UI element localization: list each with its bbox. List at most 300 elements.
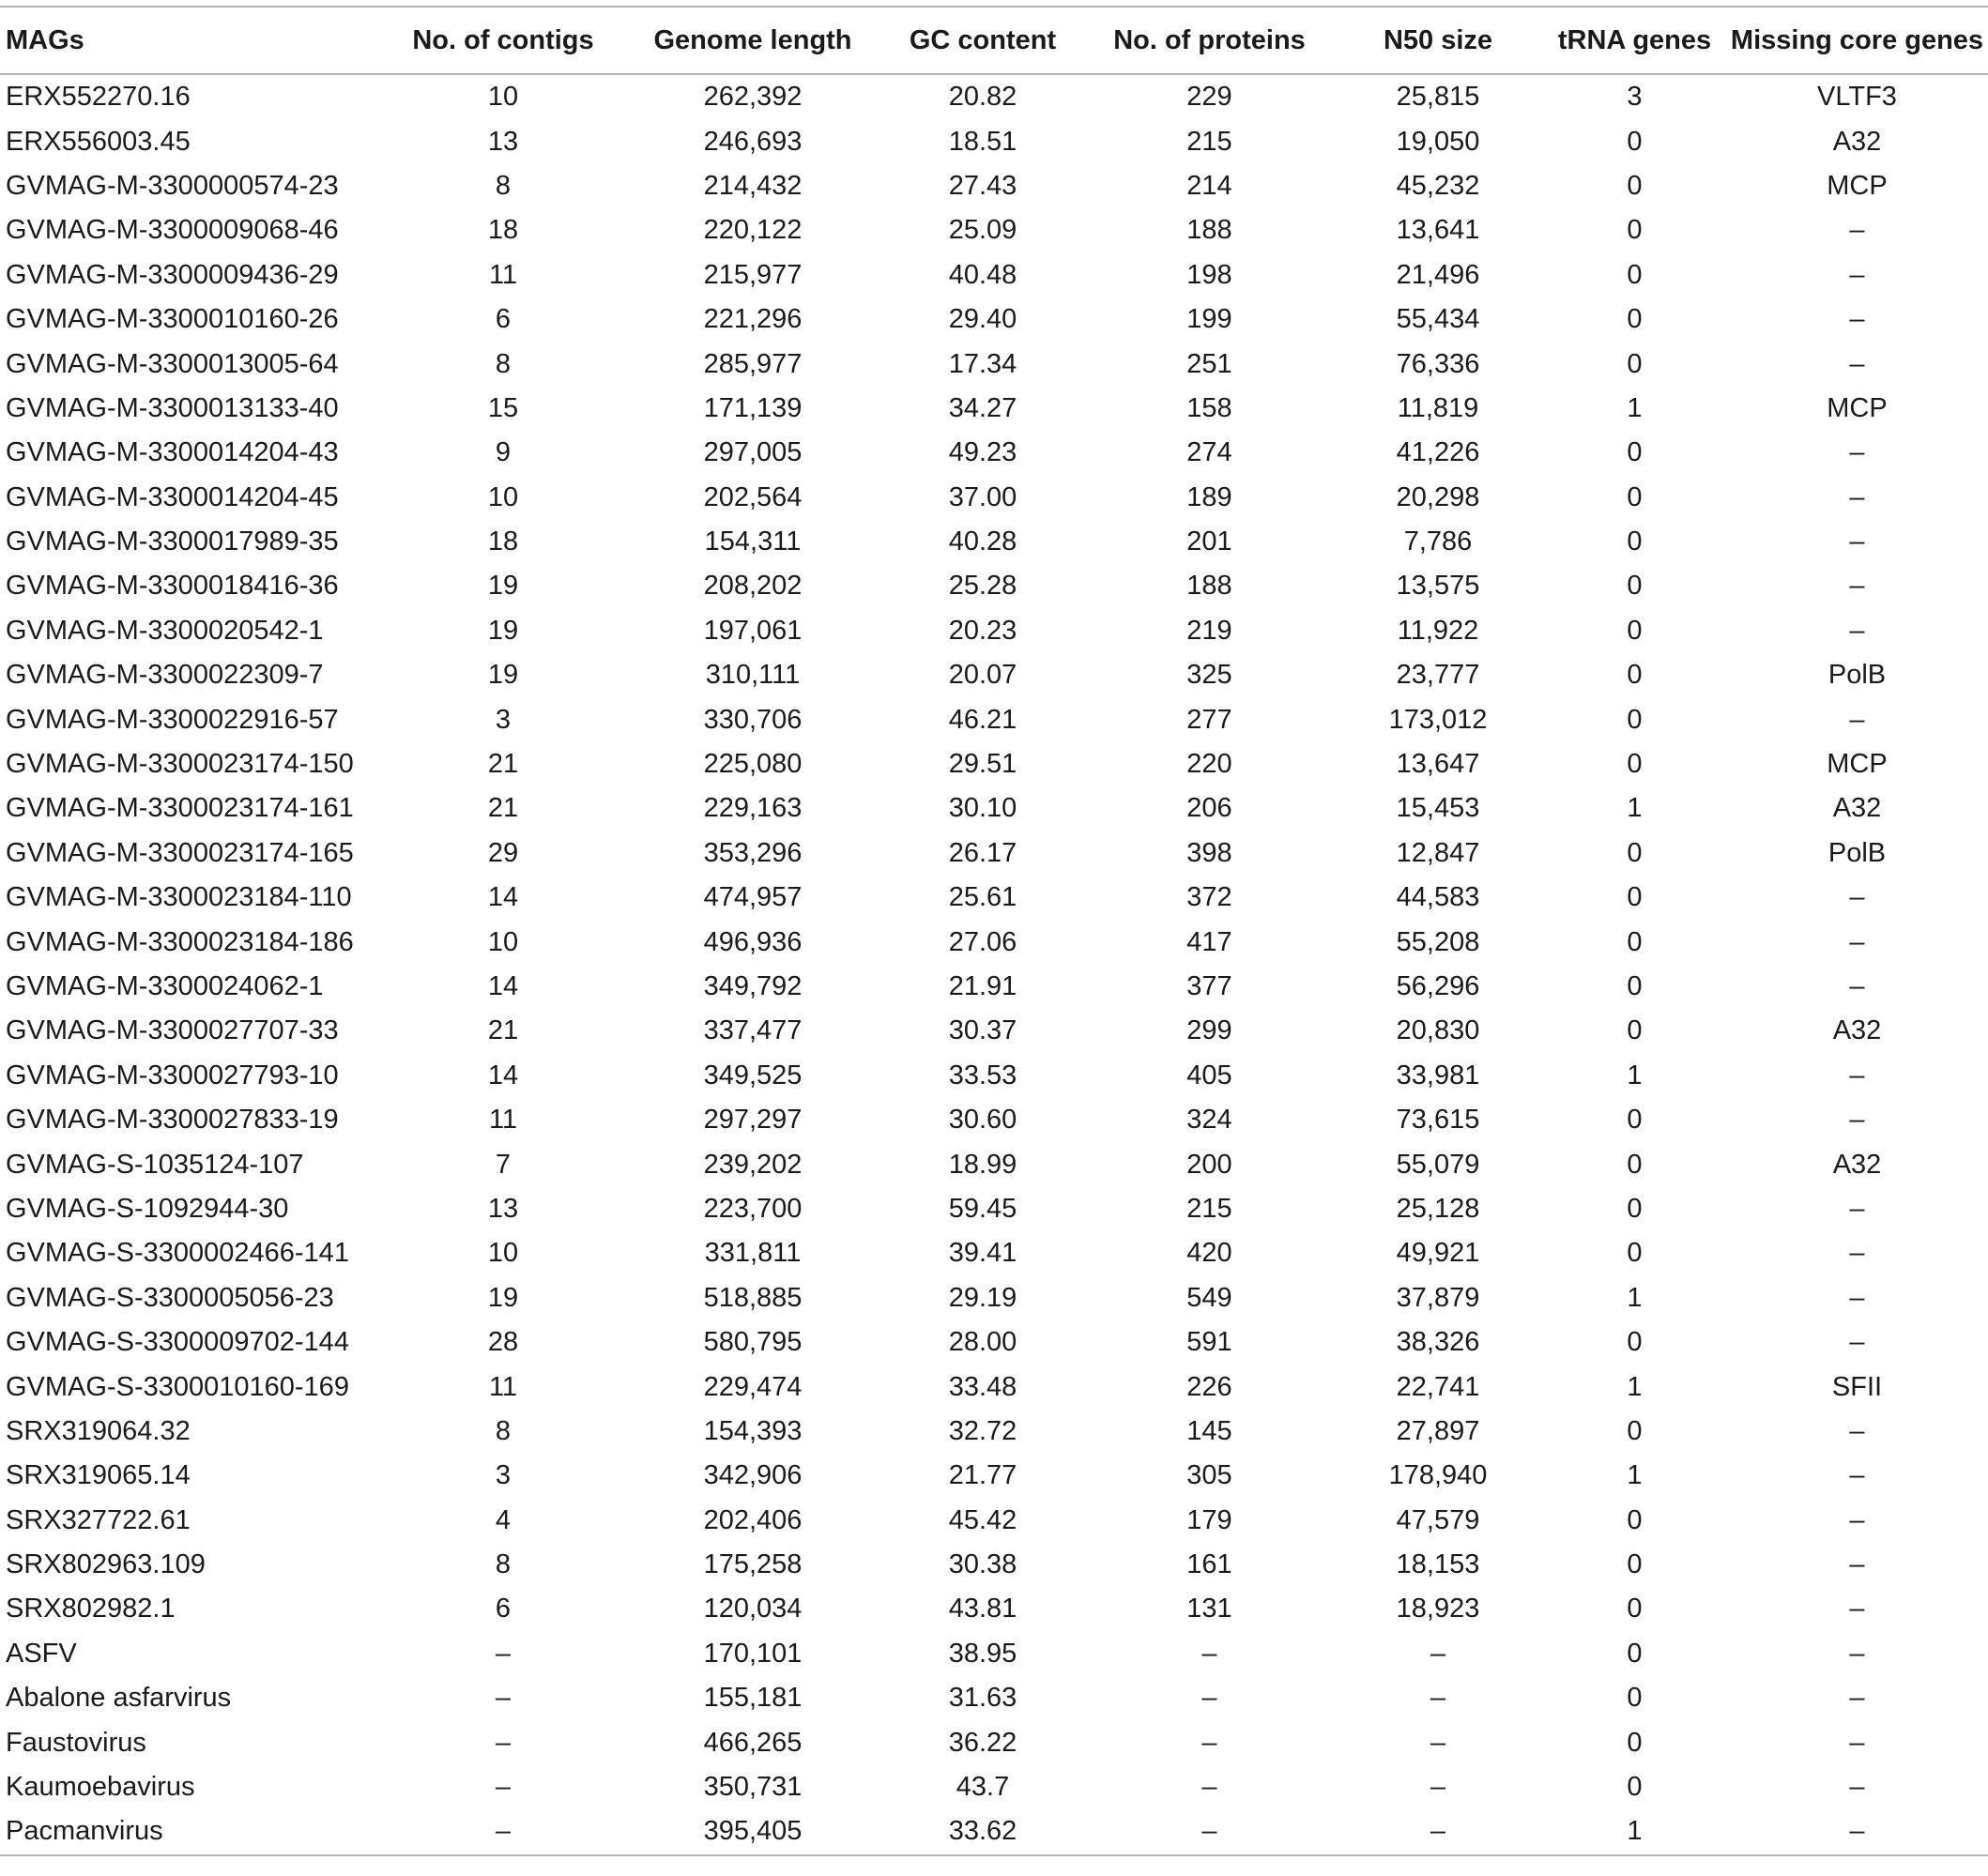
table-row — [0, 1365, 1988, 1409]
cell-gc-content: 18.99 — [948, 1149, 1017, 1180]
cell-gc-content: 40.48 — [948, 259, 1017, 290]
cell-trna-genes: 0 — [1627, 1193, 1643, 1224]
table-row — [0, 208, 1988, 252]
mag-table-container — [0, 6, 1988, 1856]
cell-missing-core-genes: – — [1849, 1638, 1865, 1669]
cell-mags: GVMAG-M-3300009436-29 — [6, 259, 339, 290]
table-row — [0, 1187, 1988, 1231]
cell-contigs: 11 — [488, 1371, 518, 1402]
cell-n50-size: 19,050 — [1396, 126, 1480, 157]
table-row — [0, 1765, 1988, 1809]
table-row — [0, 920, 1988, 964]
cell-missing-core-genes: MCP — [1827, 392, 1888, 423]
cell-proteins: 220 — [1186, 749, 1232, 780]
table-row — [0, 831, 1988, 876]
cell-n50-size: 38,326 — [1396, 1327, 1480, 1358]
cell-mags: GVMAG-M-3300018416-36 — [6, 571, 339, 602]
cell-contigs: – — [495, 1727, 512, 1758]
cell-missing-core-genes: A32 — [1832, 126, 1882, 157]
cell-trna-genes: 0 — [1627, 170, 1643, 201]
cell-trna-genes: 0 — [1627, 1238, 1643, 1269]
cell-missing-core-genes: – — [1849, 1105, 1865, 1136]
cell-n50-size: 11,922 — [1397, 615, 1479, 646]
cell-trna-genes: 1 — [1627, 1371, 1643, 1402]
cell-genome-length: 353,296 — [703, 837, 803, 868]
cell-proteins: 206 — [1186, 793, 1232, 824]
cell-genome-length: 337,477 — [703, 1015, 803, 1046]
cell-genome-length: 331,811 — [704, 1238, 802, 1269]
cell-n50-size: 73,615 — [1396, 1105, 1480, 1136]
cell-proteins: 405 — [1186, 1060, 1232, 1091]
cell-contigs: 19 — [487, 660, 519, 691]
cell-genome-length: 349,792 — [703, 971, 803, 1001]
cell-missing-core-genes: – — [1849, 1504, 1865, 1535]
cell-proteins: – — [1201, 1638, 1217, 1669]
cell-mags: GVMAG-S-3300009702-144 — [6, 1327, 349, 1358]
cell-trna-genes: 0 — [1627, 1504, 1643, 1535]
cell-missing-core-genes: – — [1849, 704, 1865, 735]
table-body — [0, 74, 1988, 1855]
table-row — [0, 1410, 1988, 1454]
cell-genome-length: 518,885 — [703, 1282, 803, 1313]
table-header — [0, 7, 1988, 74]
cell-missing-core-genes: – — [1849, 1816, 1865, 1847]
cell-n50-size: 49,921 — [1396, 1238, 1480, 1269]
cell-contigs: 13 — [487, 1193, 519, 1224]
cell-n50-size: 13,647 — [1396, 749, 1480, 780]
cell-mags: GVMAG-M-3300027793-10 — [6, 1060, 339, 1091]
cell-mags: SRX319065.14 — [6, 1460, 191, 1491]
cell-proteins: 219 — [1186, 615, 1232, 646]
cell-mags: GVMAG-M-3300013005-64 — [6, 348, 339, 379]
table-row — [0, 1676, 1988, 1720]
cell-proteins: 131 — [1186, 1594, 1232, 1624]
cell-mags: GVMAG-M-3300023174-150 — [6, 749, 354, 780]
cell-genome-length: 297,005 — [703, 437, 803, 468]
cell-genome-length: 208,202 — [703, 571, 803, 602]
cell-n50-size: 15,453 — [1396, 793, 1480, 824]
table-row — [0, 1454, 1988, 1498]
cell-gc-content: 25.61 — [948, 882, 1017, 913]
cell-genome-length: 349,525 — [703, 1060, 803, 1091]
column-header-proteins: No. of proteins — [1113, 24, 1306, 55]
cell-gc-content: 45.42 — [948, 1504, 1017, 1535]
cell-proteins: 324 — [1186, 1105, 1232, 1136]
cell-contigs: 18 — [487, 526, 519, 557]
cell-proteins: 201 — [1186, 526, 1232, 557]
table-row — [0, 609, 1988, 653]
cell-gc-content: 43.81 — [948, 1594, 1017, 1624]
cell-missing-core-genes: – — [1849, 1238, 1865, 1269]
cell-genome-length: 221,296 — [703, 304, 803, 335]
cell-genome-length: 223,700 — [703, 1193, 803, 1224]
cell-missing-core-genes: – — [1849, 1282, 1865, 1313]
cell-missing-core-genes: – — [1849, 215, 1865, 246]
cell-gc-content: 29.19 — [948, 1282, 1017, 1313]
cell-mags: GVMAG-M-3300023174-161 — [6, 793, 354, 824]
cell-missing-core-genes: – — [1849, 259, 1865, 290]
cell-n50-size: 18,153 — [1396, 1549, 1480, 1580]
cell-genome-length: 474,957 — [703, 882, 803, 913]
cell-missing-core-genes: – — [1849, 926, 1865, 957]
cell-n50-size: 55,208 — [1396, 926, 1480, 957]
cell-gc-content: 17.34 — [948, 348, 1017, 379]
cell-gc-content: 25.28 — [948, 571, 1017, 602]
cell-mags: GVMAG-S-3300010160-169 — [6, 1371, 349, 1402]
cell-n50-size: – — [1430, 1683, 1446, 1714]
cell-n50-size: 12,847 — [1396, 837, 1480, 868]
cell-trna-genes: 0 — [1627, 1327, 1643, 1358]
cell-trna-genes: 0 — [1627, 1149, 1643, 1180]
column-header-missing-core-genes: Missing core genes — [1730, 24, 1984, 55]
cell-contigs: 8 — [495, 1549, 512, 1580]
cell-mags: GVMAG-M-3300009068-46 — [6, 215, 339, 246]
mag-statistics-table — [0, 6, 1988, 1856]
cell-n50-size: 41,226 — [1396, 437, 1480, 468]
cell-n50-size: 44,583 — [1396, 882, 1480, 913]
cell-gc-content: 40.28 — [948, 526, 1017, 557]
cell-mags: Abalone asfarvirus — [6, 1683, 232, 1714]
cell-n50-size: 33,981 — [1396, 1060, 1480, 1091]
cell-genome-length: 225,080 — [703, 749, 803, 780]
cell-n50-size: 13,641 — [1396, 215, 1480, 246]
cell-genome-length: 154,311 — [704, 526, 802, 557]
cell-n50-size: 56,296 — [1396, 971, 1480, 1001]
cell-proteins: 215 — [1186, 1193, 1232, 1224]
cell-gc-content: 20.23 — [948, 615, 1017, 646]
cell-gc-content: 39.41 — [948, 1238, 1017, 1269]
cell-genome-length: 496,936 — [703, 926, 803, 957]
cell-n50-size: – — [1430, 1772, 1446, 1803]
cell-missing-core-genes: PolB — [1827, 837, 1887, 868]
cell-gc-content: 27.43 — [948, 170, 1017, 201]
cell-proteins: 161 — [1186, 1549, 1232, 1580]
cell-trna-genes: 1 — [1627, 793, 1643, 824]
cell-trna-genes: 0 — [1627, 615, 1643, 646]
table-row — [0, 1009, 1988, 1053]
cell-mags: GVMAG-M-3300013133-40 — [6, 392, 339, 423]
cell-gc-content: 37.00 — [948, 481, 1017, 512]
cell-missing-core-genes: MCP — [1827, 749, 1888, 780]
cell-missing-core-genes: PolB — [1827, 660, 1887, 691]
cell-genome-length: 214,432 — [703, 170, 803, 201]
cell-genome-length: 229,163 — [703, 793, 803, 824]
cell-proteins: 229 — [1186, 82, 1232, 113]
cell-gc-content: 33.53 — [948, 1060, 1017, 1091]
cell-contigs: – — [495, 1683, 512, 1714]
cell-proteins: – — [1201, 1683, 1217, 1714]
cell-trna-genes: 0 — [1627, 1683, 1643, 1714]
cell-n50-size: 173,012 — [1388, 704, 1488, 735]
cell-missing-core-genes: – — [1849, 1772, 1865, 1803]
cell-mags: SRX802982.1 — [6, 1594, 176, 1624]
cell-mags: GVMAG-M-3300022916-57 — [6, 704, 339, 735]
cell-missing-core-genes: VLTF3 — [1817, 82, 1897, 113]
table-row — [0, 1809, 1988, 1854]
cell-trna-genes: 1 — [1627, 392, 1643, 423]
cell-trna-genes: 0 — [1627, 1727, 1643, 1758]
cell-genome-length: 229,474 — [703, 1371, 803, 1402]
cell-mags: GVMAG-M-3300022309-7 — [6, 660, 324, 691]
cell-genome-length: 202,564 — [703, 481, 803, 512]
cell-mags: SRX802963.109 — [6, 1549, 206, 1580]
cell-trna-genes: 0 — [1627, 1105, 1643, 1136]
cell-gc-content: 43.7 — [956, 1772, 1010, 1803]
cell-gc-content: 38.95 — [948, 1638, 1017, 1669]
cell-gc-content: 29.40 — [948, 304, 1017, 335]
cell-genome-length: 220,122 — [703, 215, 803, 246]
cell-contigs: 6 — [495, 304, 512, 335]
cell-missing-core-genes: – — [1849, 1727, 1865, 1758]
cell-contigs: 18 — [487, 215, 519, 246]
cell-contigs: 10 — [487, 926, 519, 957]
cell-gc-content: 20.82 — [948, 82, 1017, 113]
column-header-gc-content: GC content — [909, 24, 1057, 55]
cell-missing-core-genes: – — [1849, 1193, 1865, 1224]
cell-trna-genes: 0 — [1627, 882, 1643, 913]
cell-contigs: 8 — [495, 348, 512, 379]
cell-trna-genes: 0 — [1627, 126, 1643, 157]
table-row — [0, 786, 1988, 831]
cell-missing-core-genes: – — [1849, 1549, 1865, 1580]
cell-mags: GVMAG-M-3300014204-43 — [6, 437, 339, 468]
cell-gc-content: 34.27 — [948, 392, 1017, 423]
cell-genome-length: 262,392 — [703, 82, 803, 113]
column-header-genome-length: Genome length — [653, 24, 852, 55]
cell-mags: GVMAG-M-3300023174-165 — [6, 837, 354, 868]
cell-n50-size: 22,741 — [1396, 1371, 1480, 1402]
cell-mags: GVMAG-S-1092944-30 — [6, 1193, 289, 1224]
cell-n50-size: – — [1430, 1638, 1446, 1669]
cell-proteins: 549 — [1186, 1282, 1232, 1313]
cell-mags: GVMAG-M-3300014204-45 — [6, 481, 339, 512]
cell-contigs: 8 — [495, 1415, 512, 1446]
cell-mags: GVMAG-S-3300002466-141 — [6, 1238, 349, 1269]
cell-contigs: 14 — [487, 971, 519, 1001]
header-row — [0, 7, 1988, 74]
cell-proteins: – — [1201, 1816, 1217, 1847]
column-header-mags: MAGs — [6, 24, 84, 55]
cell-gc-content: 21.91 — [948, 971, 1017, 1001]
cell-mags: ERX556003.45 — [6, 126, 191, 157]
cell-contigs: 11 — [488, 259, 518, 290]
cell-trna-genes: 0 — [1627, 1594, 1643, 1624]
cell-contigs: 3 — [495, 1460, 512, 1491]
cell-n50-size: 7,786 — [1403, 526, 1473, 557]
cell-gc-content: 30.38 — [948, 1549, 1017, 1580]
cell-contigs: – — [495, 1816, 512, 1847]
cell-gc-content: 28.00 — [948, 1327, 1017, 1358]
cell-mags: GVMAG-M-3300027707-33 — [6, 1015, 339, 1046]
cell-n50-size: – — [1430, 1816, 1446, 1847]
cell-gc-content: 32.72 — [948, 1415, 1017, 1446]
cell-contigs: 28 — [487, 1327, 519, 1358]
cell-genome-length: 154,393 — [703, 1415, 803, 1446]
table-row — [0, 1587, 1988, 1631]
cell-proteins: 188 — [1186, 571, 1232, 602]
cell-mags: GVMAG-M-3300010160-26 — [6, 304, 339, 335]
cell-contigs: 9 — [495, 437, 512, 468]
cell-proteins: 158 — [1186, 392, 1232, 423]
cell-mags: GVMAG-S-3300005056-23 — [6, 1282, 334, 1313]
cell-n50-size: 27,897 — [1396, 1415, 1480, 1446]
cell-missing-core-genes: – — [1849, 882, 1865, 913]
cell-missing-core-genes: – — [1849, 526, 1865, 557]
cell-trna-genes: 0 — [1627, 1015, 1643, 1046]
table-row — [0, 119, 1988, 163]
table-row — [0, 520, 1988, 564]
table-row — [0, 564, 1988, 608]
cell-gc-content: 21.77 — [948, 1460, 1017, 1491]
cell-genome-length: 580,795 — [703, 1327, 803, 1358]
cell-trna-genes: 0 — [1627, 526, 1643, 557]
cell-trna-genes: 0 — [1627, 259, 1643, 290]
table-row — [0, 742, 1988, 786]
cell-n50-size: 55,079 — [1396, 1149, 1480, 1180]
cell-contigs: – — [495, 1638, 512, 1669]
cell-genome-length: 170,101 — [703, 1638, 803, 1669]
cell-contigs: 13 — [487, 126, 519, 157]
cell-n50-size: 11,819 — [1397, 392, 1479, 423]
cell-trna-genes: 0 — [1627, 348, 1643, 379]
cell-mags: Pacmanvirus — [6, 1816, 163, 1847]
cell-proteins: 251 — [1186, 348, 1232, 379]
cell-trna-genes: 0 — [1627, 304, 1643, 335]
cell-trna-genes: 0 — [1627, 571, 1643, 602]
cell-genome-length: 342,906 — [703, 1460, 803, 1491]
cell-n50-size: 45,232 — [1396, 170, 1480, 201]
cell-trna-genes: 0 — [1627, 1638, 1643, 1669]
table-row — [0, 1543, 1988, 1587]
cell-genome-length: 197,061 — [703, 615, 803, 646]
cell-mags: GVMAG-M-3300017989-35 — [6, 526, 339, 557]
cell-trna-genes: 1 — [1627, 1816, 1643, 1847]
cell-missing-core-genes: A32 — [1832, 1015, 1882, 1046]
cell-genome-length: 120,034 — [703, 1594, 803, 1624]
cell-missing-core-genes: – — [1849, 1060, 1865, 1091]
cell-gc-content: 29.51 — [948, 749, 1017, 780]
table-row — [0, 1632, 1988, 1676]
cell-missing-core-genes: – — [1849, 1460, 1865, 1491]
cell-genome-length: 175,258 — [703, 1549, 803, 1580]
table-row — [0, 1054, 1988, 1098]
cell-contigs: 19 — [487, 1282, 519, 1313]
cell-n50-size: 13,575 — [1396, 571, 1480, 602]
cell-proteins: 377 — [1186, 971, 1232, 1001]
table-row — [0, 342, 1988, 386]
cell-proteins: 214 — [1186, 170, 1232, 201]
cell-genome-length: 171,139 — [703, 392, 803, 423]
cell-mags: GVMAG-M-3300000574-23 — [6, 170, 339, 201]
table-row — [0, 387, 1988, 431]
cell-mags: GVMAG-M-3300023184-186 — [6, 926, 354, 957]
table-row — [0, 297, 1988, 342]
cell-contigs: 21 — [487, 1015, 519, 1046]
table-row — [0, 1720, 1988, 1764]
cell-contigs: 10 — [487, 481, 519, 512]
cell-genome-length: 350,731 — [703, 1772, 803, 1803]
cell-n50-size: 18,923 — [1396, 1594, 1480, 1624]
cell-proteins: 305 — [1186, 1460, 1232, 1491]
cell-n50-size: 25,128 — [1396, 1193, 1480, 1224]
cell-trna-genes: 0 — [1627, 481, 1643, 512]
cell-trna-genes: 0 — [1627, 837, 1643, 868]
cell-gc-content: 18.51 — [948, 126, 1017, 157]
cell-contigs: 3 — [495, 704, 512, 735]
cell-contigs: 21 — [487, 749, 519, 780]
table-row — [0, 253, 1988, 297]
cell-proteins: 198 — [1186, 259, 1232, 290]
cell-n50-size: 76,336 — [1396, 348, 1480, 379]
cell-gc-content: 30.60 — [948, 1105, 1017, 1136]
cell-missing-core-genes: A32 — [1832, 793, 1882, 824]
cell-contigs: 21 — [487, 793, 519, 824]
table-row — [0, 164, 1988, 208]
cell-n50-size: 21,496 — [1396, 259, 1480, 290]
table-row — [0, 476, 1988, 520]
cell-mags: GVMAG-M-3300024062-1 — [6, 971, 324, 1001]
cell-gc-content: 20.07 — [948, 660, 1017, 691]
table-row — [0, 1098, 1988, 1142]
cell-contigs: 14 — [487, 1060, 519, 1091]
cell-proteins: 398 — [1186, 837, 1232, 868]
cell-missing-core-genes: – — [1849, 971, 1865, 1001]
cell-mags: SRX319064.32 — [6, 1415, 191, 1446]
cell-gc-content: 30.37 — [948, 1015, 1017, 1046]
cell-proteins: 274 — [1186, 437, 1232, 468]
cell-proteins: 188 — [1186, 215, 1232, 246]
cell-contigs: 14 — [487, 882, 519, 913]
cell-trna-genes: 0 — [1627, 926, 1643, 957]
table-row — [0, 431, 1988, 475]
cell-n50-size: 37,879 — [1396, 1282, 1480, 1313]
cell-contigs: – — [495, 1772, 512, 1803]
cell-contigs: 29 — [487, 837, 519, 868]
table-row — [0, 965, 1988, 1009]
cell-mags: GVMAG-S-1035124-107 — [6, 1149, 304, 1180]
cell-contigs: 6 — [495, 1594, 512, 1624]
cell-genome-length: 297,297 — [703, 1105, 803, 1136]
column-header-n50-size: N50 size — [1383, 24, 1493, 55]
cell-proteins: – — [1201, 1727, 1217, 1758]
cell-n50-size: 23,777 — [1396, 660, 1480, 691]
cell-genome-length: 395,405 — [703, 1816, 803, 1847]
cell-proteins: 417 — [1186, 926, 1232, 957]
cell-proteins: 277 — [1186, 704, 1232, 735]
cell-proteins: 189 — [1186, 481, 1232, 512]
cell-gc-content: 59.45 — [948, 1193, 1017, 1224]
cell-genome-length: 246,693 — [703, 126, 803, 157]
cell-contigs: 10 — [487, 82, 519, 113]
cell-contigs: 19 — [487, 615, 519, 646]
cell-gc-content: 46.21 — [948, 704, 1017, 735]
cell-genome-length: 466,265 — [703, 1727, 803, 1758]
cell-trna-genes: 1 — [1627, 1460, 1643, 1491]
cell-n50-size: 20,830 — [1396, 1015, 1480, 1046]
cell-trna-genes: 0 — [1627, 704, 1643, 735]
table-row — [0, 1276, 1988, 1320]
table-row — [0, 876, 1988, 920]
cell-gc-content: 31.63 — [948, 1683, 1017, 1714]
cell-genome-length: 330,706 — [703, 704, 803, 735]
cell-genome-length: 215,977 — [703, 259, 803, 290]
cell-missing-core-genes: – — [1849, 615, 1865, 646]
cell-proteins: 591 — [1186, 1327, 1232, 1358]
cell-mags: Kaumoebavirus — [6, 1772, 195, 1803]
cell-trna-genes: 1 — [1627, 1282, 1643, 1313]
cell-missing-core-genes: A32 — [1832, 1149, 1882, 1180]
cell-n50-size: 178,940 — [1388, 1460, 1488, 1491]
